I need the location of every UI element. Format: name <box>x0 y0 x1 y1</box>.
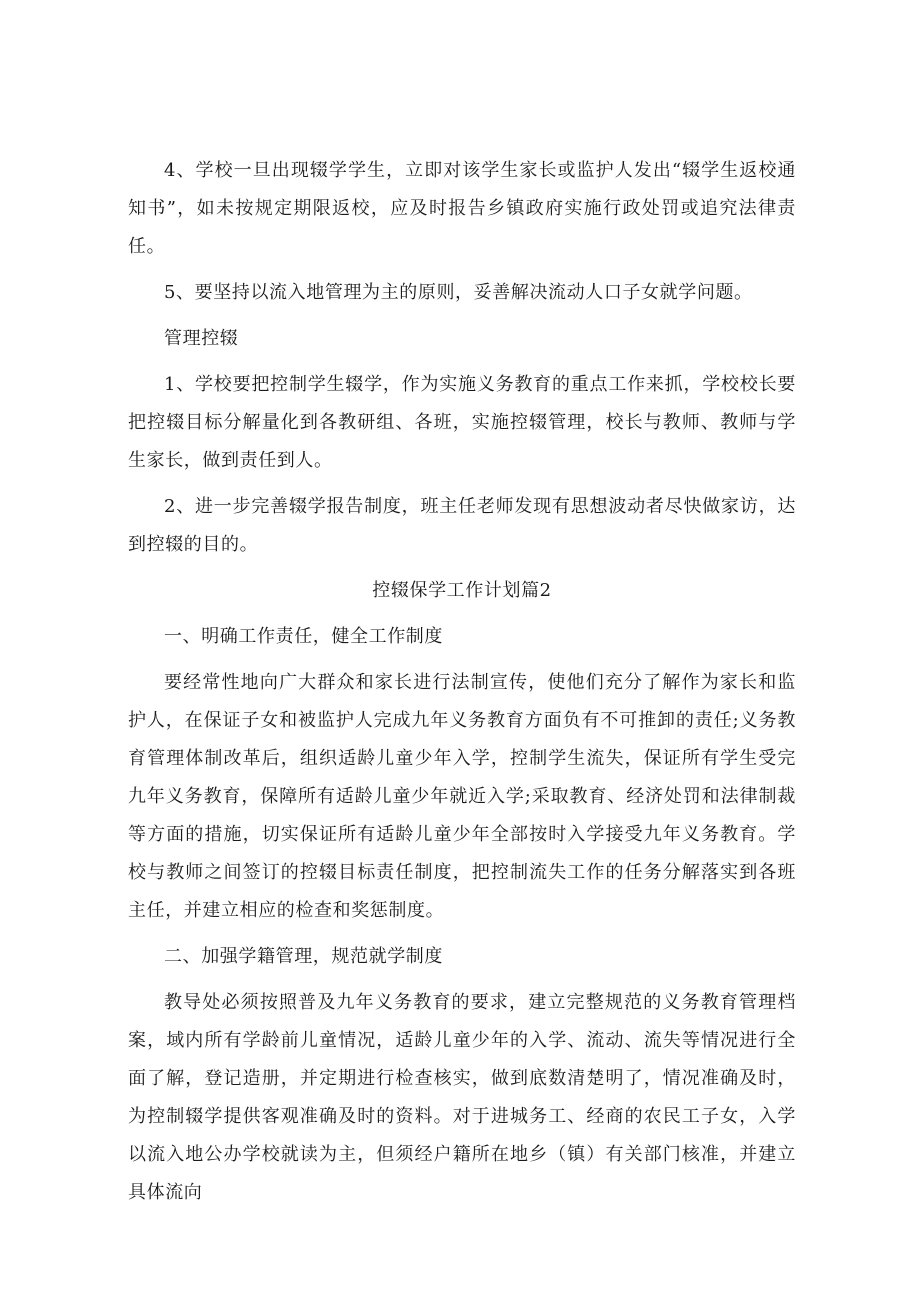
paragraph-dropout-notice: 4、学校一旦出现辍学学生，立即对该学生家长或监护人发出“辍学生返校通知书”，如未按规定期限返校，应及时报告乡镇政府实施行政处罚或追究法律责任。 <box>128 160 796 257</box>
section-heading-management: 管理控辍 <box>164 328 239 349</box>
paragraph-registration-management: 教导处必须按照普及九年义务教育的要求，建立完整规范的义务教育管理档案，域内所有学龄前儿童情况，适龄儿童少年的入学、流动、流失等情况进行全面了解，登记造册，并定期进行检查核实，做到底数清楚明了，情况准确及时，为控制辍学提供客观准确及时的资料。对于进城务工、经商的农民工子女，入学以流入地公办学校就读为主，但须经户籍所在地乡（镇）有关部门核准，并建立具体流向 <box>128 992 796 1203</box>
paragraph-migrant-children: 5、要坚持以流入地管理为主的原则，妥善解决流动人口子女就学问题。 <box>164 282 753 303</box>
paragraph-legal-publicity: 要经常性地向广大群众和家长进行法制宣传，使他们充分了解作为家长和监护人，在保证子女和被监护人完成九年义务教育方面负有不可推卸的责任;义务教育管理体制改革后，组织适龄儿童少年入学，控制学生流失，保证所有学生受完九年义务教育，保障所有适龄儿童少年就近入学;采取教育、经济处罚和法律制裁等方面的措施，切实保证所有适龄儿童少年全部按时入学接受九年义务教育。学校与教师之间签订的控辍目标责任制度，把控制流失工作的任务分解落实到各班主任，并建立相应的检查和奖惩制度。 <box>128 672 796 921</box>
section-heading-responsibility: 一、明确工作责任，健全工作制度 <box>164 626 443 647</box>
paragraph-school-responsibility: 1、学校要把控制学生辍学，作为实施义务教育的重点工作来抓，学校校长要把控辍目标分解量化到各教研组、各班，实施控辍管理，校长与教师、教师与学生家长，做到责任到人。 <box>128 374 796 471</box>
document-body <box>128 152 796 1212</box>
document-title: 控辍保学工作计划篇2 <box>372 580 552 601</box>
paragraph-reporting-system: 2、进一步完善辍学报告制度，班主任老师发现有思想波动者尽快做家访，达到控辍的目的。 <box>128 496 796 555</box>
section-heading-registration: 二、加强学籍管理，规范就学制度 <box>164 946 443 967</box>
